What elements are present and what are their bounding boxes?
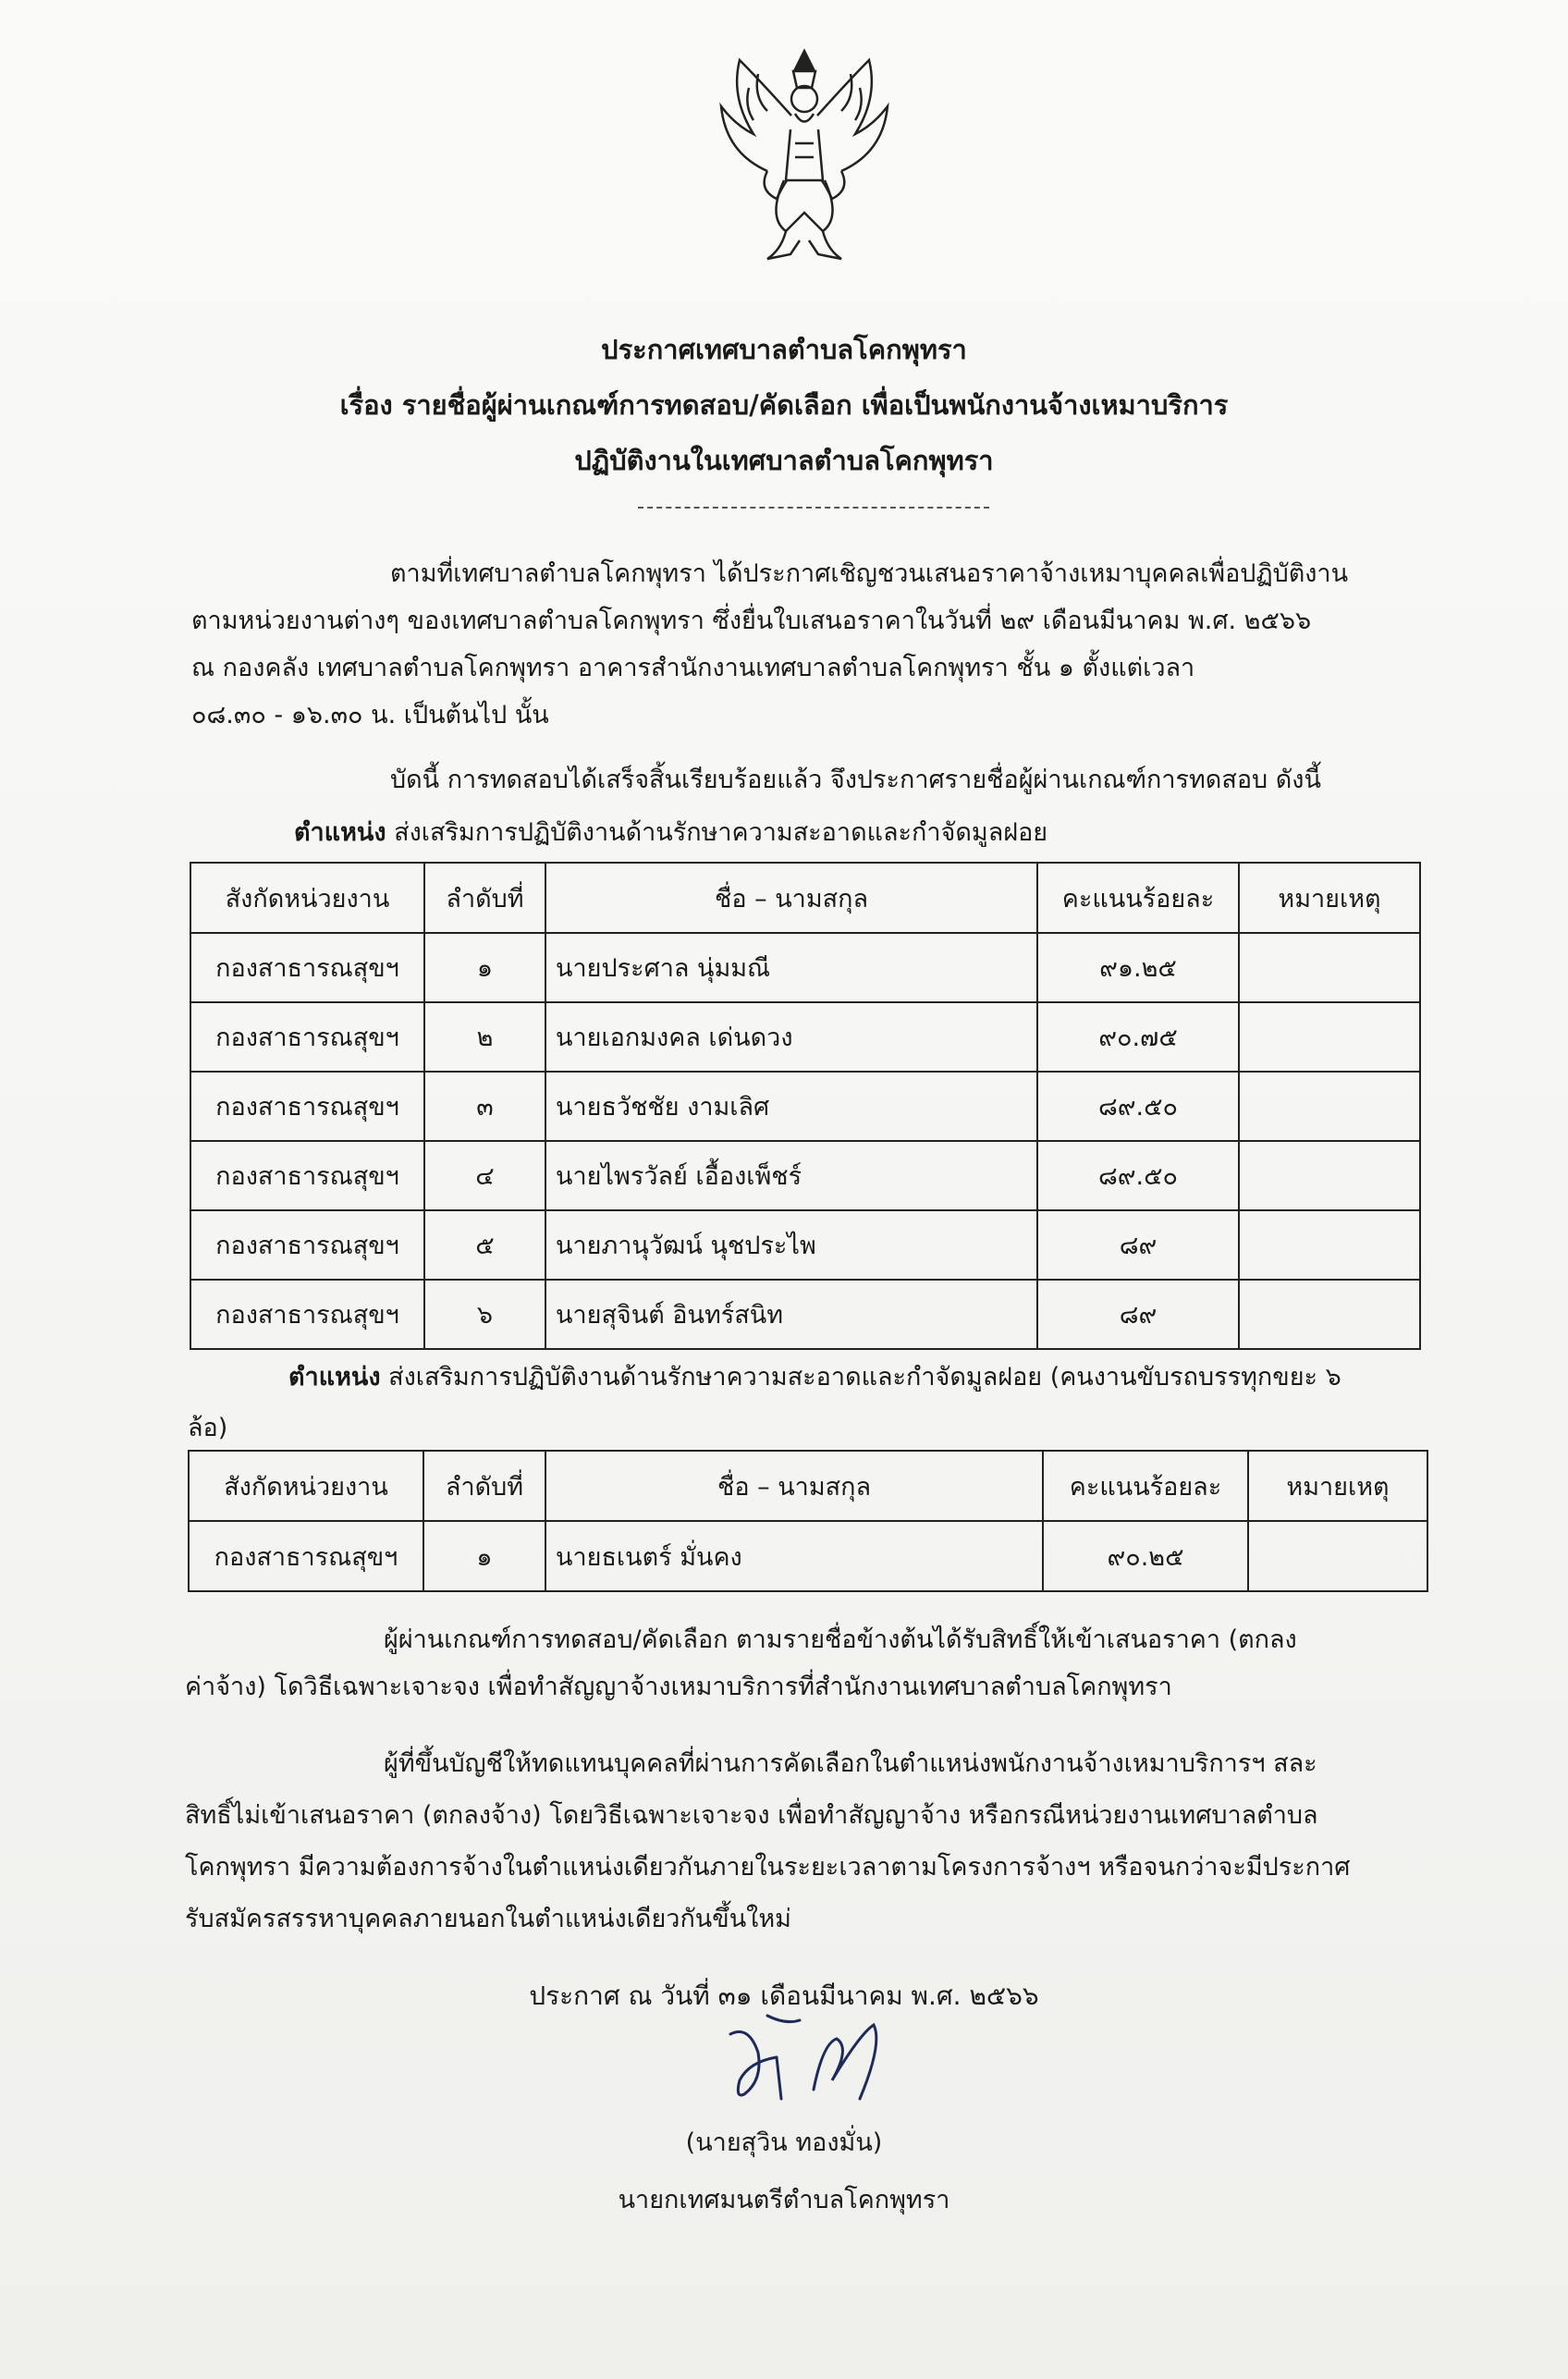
position-label: ตำแหน่ง [294, 818, 386, 847]
cell-remark [1239, 1210, 1420, 1280]
garuda-emblem-icon [703, 42, 906, 273]
table-header-row [189, 1451, 1427, 1521]
intro-line: ๐๘.๓๐ - ๑๖.๓๐ น. เป็นต้นไป นั้น [191, 701, 549, 730]
cell-remark [1239, 1002, 1420, 1072]
cell-remark [1239, 1280, 1420, 1349]
results-table-2 [188, 1450, 1428, 1592]
cell-score: ๘๙ [1037, 1280, 1239, 1349]
table-row [190, 1002, 1420, 1072]
col-header-unit: สังกัดหน่วยงาน [189, 1451, 423, 1521]
table-row [190, 1141, 1420, 1210]
handwritten-signature [712, 2006, 934, 2117]
announce-line: บัดนี้ การทดสอบได้เสร็จสิ้นเรียบร้อยแล้ว จึงประกาศรายชื่อผู้ผ่านเกณฑ์การทดสอบ ดังนี้ [390, 766, 1321, 794]
signer-name: (นายสุวิน ทองมั่น) [685, 2128, 883, 2157]
intro-line: ตามที่เทศบาลตำบลโคกพุทรา ได้ประกาศเชิญชวนเสนอราคาจ้างเหมาบุคคลเพื่อปฏิบัติงาน [390, 559, 1349, 588]
cell-score: ๘๙ [1037, 1210, 1239, 1280]
cell-name: นายธวัชชัย งามเลิศ [545, 1072, 1037, 1141]
position-name: ส่งเสริมการปฏิบัติงานด้านรักษาความสะอาดและกำจัดมูลฝอย [394, 818, 1048, 847]
substitute-line: สิทธิ์ไม่เข้าเสนอราคา (ตกลงจ้าง) โดยวิธีเฉพาะเจาะจง เพื่อทำสัญญาจ้าง หรือกรณีหน่วยงานเทศบาลตำบล [185, 1801, 1318, 1830]
cell-name: นายไพรวัลย์ เอื้องเพ็ชร์ [545, 1141, 1037, 1210]
header-divider [638, 507, 989, 509]
announcement-title: ประกาศเทศบาลตำบลโคกพุทรา [601, 334, 967, 365]
cell-score: ๙๐.๗๕ [1037, 1002, 1239, 1072]
table-header-row [190, 863, 1420, 933]
cell-unit: กองสาธารณสุขฯ [190, 1210, 424, 1280]
cell-unit: กองสาธารณสุขฯ [190, 1280, 424, 1349]
cell-unit: กองสาธารณสุขฯ [190, 1141, 424, 1210]
cell-score: ๘๙.๕๐ [1037, 1141, 1239, 1210]
table-row [189, 1521, 1427, 1591]
col-header-remark: หมายเหตุ [1248, 1451, 1427, 1521]
table-row [190, 1280, 1420, 1349]
cell-order: ๕ [424, 1210, 545, 1280]
cell-order: ๑ [424, 933, 545, 1002]
table-row [190, 1072, 1420, 1141]
cell-order: ๔ [424, 1141, 545, 1210]
rights-line: ผู้ผ่านเกณฑ์การทดสอบ/คัดเลือก ตามรายชื่อข้างต้นได้รับสิทธิ์ให้เข้าเสนอราคา (ตกลง [384, 1625, 1297, 1654]
cell-name: นายธเนตร์ มั่นคง [545, 1521, 1043, 1591]
results-table-1 [190, 862, 1421, 1350]
col-header-score: คะแนนร้อยละ [1043, 1451, 1248, 1521]
cell-unit: กองสาธารณสุขฯ [190, 1002, 424, 1072]
position-name-cont: ล้อ) [188, 1414, 228, 1442]
position-heading-2 [288, 1352, 1426, 1404]
intro-line: ณ กองคลัง เทศบาลตำบลโคกพุทรา อาคารสำนักงานเทศบาลตำบลโคกพุทรา ชั้น ๑ ตั้งแต่เวลา [191, 654, 1195, 682]
substitute-paragraph [185, 1738, 1442, 1945]
cell-name: นายเอกมงคล เด่นดวง [545, 1002, 1037, 1072]
cell-order: ๑ [423, 1521, 545, 1591]
rights-paragraph [185, 1616, 1433, 1711]
cell-score: ๙๑.๒๕ [1037, 933, 1239, 1002]
announcement-subject: เรื่อง รายชื่อผู้ผ่านเกณฑ์การทดสอบ/คัดเลือก เพื่อเป็นพนักงานจ้างเหมาบริการ [339, 389, 1229, 421]
cell-remark [1248, 1521, 1427, 1591]
col-header-order: ลำดับที่ [424, 863, 545, 933]
col-header-unit: สังกัดหน่วยงาน [190, 863, 424, 933]
cell-unit: กองสาธารณสุขฯ [190, 1072, 424, 1141]
col-header-name: ชื่อ – นามสกุล [545, 863, 1037, 933]
table-row [190, 1210, 1420, 1280]
substitute-line: โคกพุทรา มีความต้องการจ้างในตำแหน่งเดียวกันภายในระยะเวลาตามโครงการจ้างฯ หรือจนกว่าจะมีประกาศ [185, 1853, 1351, 1882]
col-header-order: ลำดับที่ [423, 1451, 545, 1521]
position-heading-1 [294, 812, 1047, 852]
intro-paragraph [191, 550, 1421, 739]
cell-name: นายประศาล นุ่มมณี [545, 933, 1037, 1002]
cell-remark [1239, 933, 1420, 1002]
rights-line: ค่าจ้าง) โดวิธีเฉพาะเจาะจง เพื่อทำสัญญาจ้างเหมาบริการที่สำนักงานเทศบาลตำบลโคกพุทรา [185, 1673, 1172, 1701]
table-row [190, 933, 1420, 1002]
cell-score: ๙๐.๒๕ [1043, 1521, 1248, 1591]
cell-order: ๖ [424, 1280, 545, 1349]
substitute-line: ผู้ที่ขึ้นบัญชีให้ทดแทนบุคคลที่ผ่านการคัดเลือกในตำแหน่งพนักงานจ้างเหมาบริการฯ สละ [384, 1749, 1317, 1778]
position-label: ตำแหน่ง [288, 1363, 381, 1392]
col-header-score: คะแนนร้อยละ [1037, 863, 1239, 933]
cell-name: นายภานุวัฒน์ นุชประไพ [545, 1210, 1037, 1280]
cell-remark [1239, 1072, 1420, 1141]
cell-unit: กองสาธารณสุขฯ [190, 933, 424, 1002]
signer-title: นายกเทศมนตรีตำบลโคกพุทรา [618, 2186, 950, 2214]
cell-order: ๒ [424, 1002, 545, 1072]
cell-unit: กองสาธารณสุขฯ [189, 1521, 423, 1591]
position-name: ส่งเสริมการปฏิบัติงานด้านรักษาความสะอาดและกำจัดมูลฝอย (คนงานขับรถบรรทุกขยะ ๖ [388, 1363, 1341, 1392]
cell-remark [1239, 1141, 1420, 1210]
col-header-remark: หมายเหตุ [1239, 863, 1420, 933]
cell-order: ๓ [424, 1072, 545, 1141]
cell-score: ๘๙.๕๐ [1037, 1072, 1239, 1141]
col-header-name: ชื่อ – นามสกุล [545, 1451, 1043, 1521]
announcement-subject-cont: ปฏิบัติงานในเทศบาลตำบลโคกพุทรา [574, 445, 994, 476]
announcement-date: ประกาศ ณ วันที่ ๓๑ เดือนมีนาคม พ.ศ. ๒๕๖๖ [529, 1980, 1039, 2011]
intro-line: ตามหน่วยงานต่างๆ ของเทศบาลตำบลโคกพุทรา ซึ่งยื่นใบเสนอราคาในวันที่ ๒๙ เดือนมีนาคม พ.ศ. ๒๕๖๖ [191, 607, 1312, 635]
substitute-line: รับสมัครสรรหาบุคคลภายนอกในตำแหน่งเดียวกันขึ้นใหม่ [185, 1905, 791, 1933]
cell-name: นายสุจินต์ อินทร์สนิท [545, 1280, 1037, 1349]
